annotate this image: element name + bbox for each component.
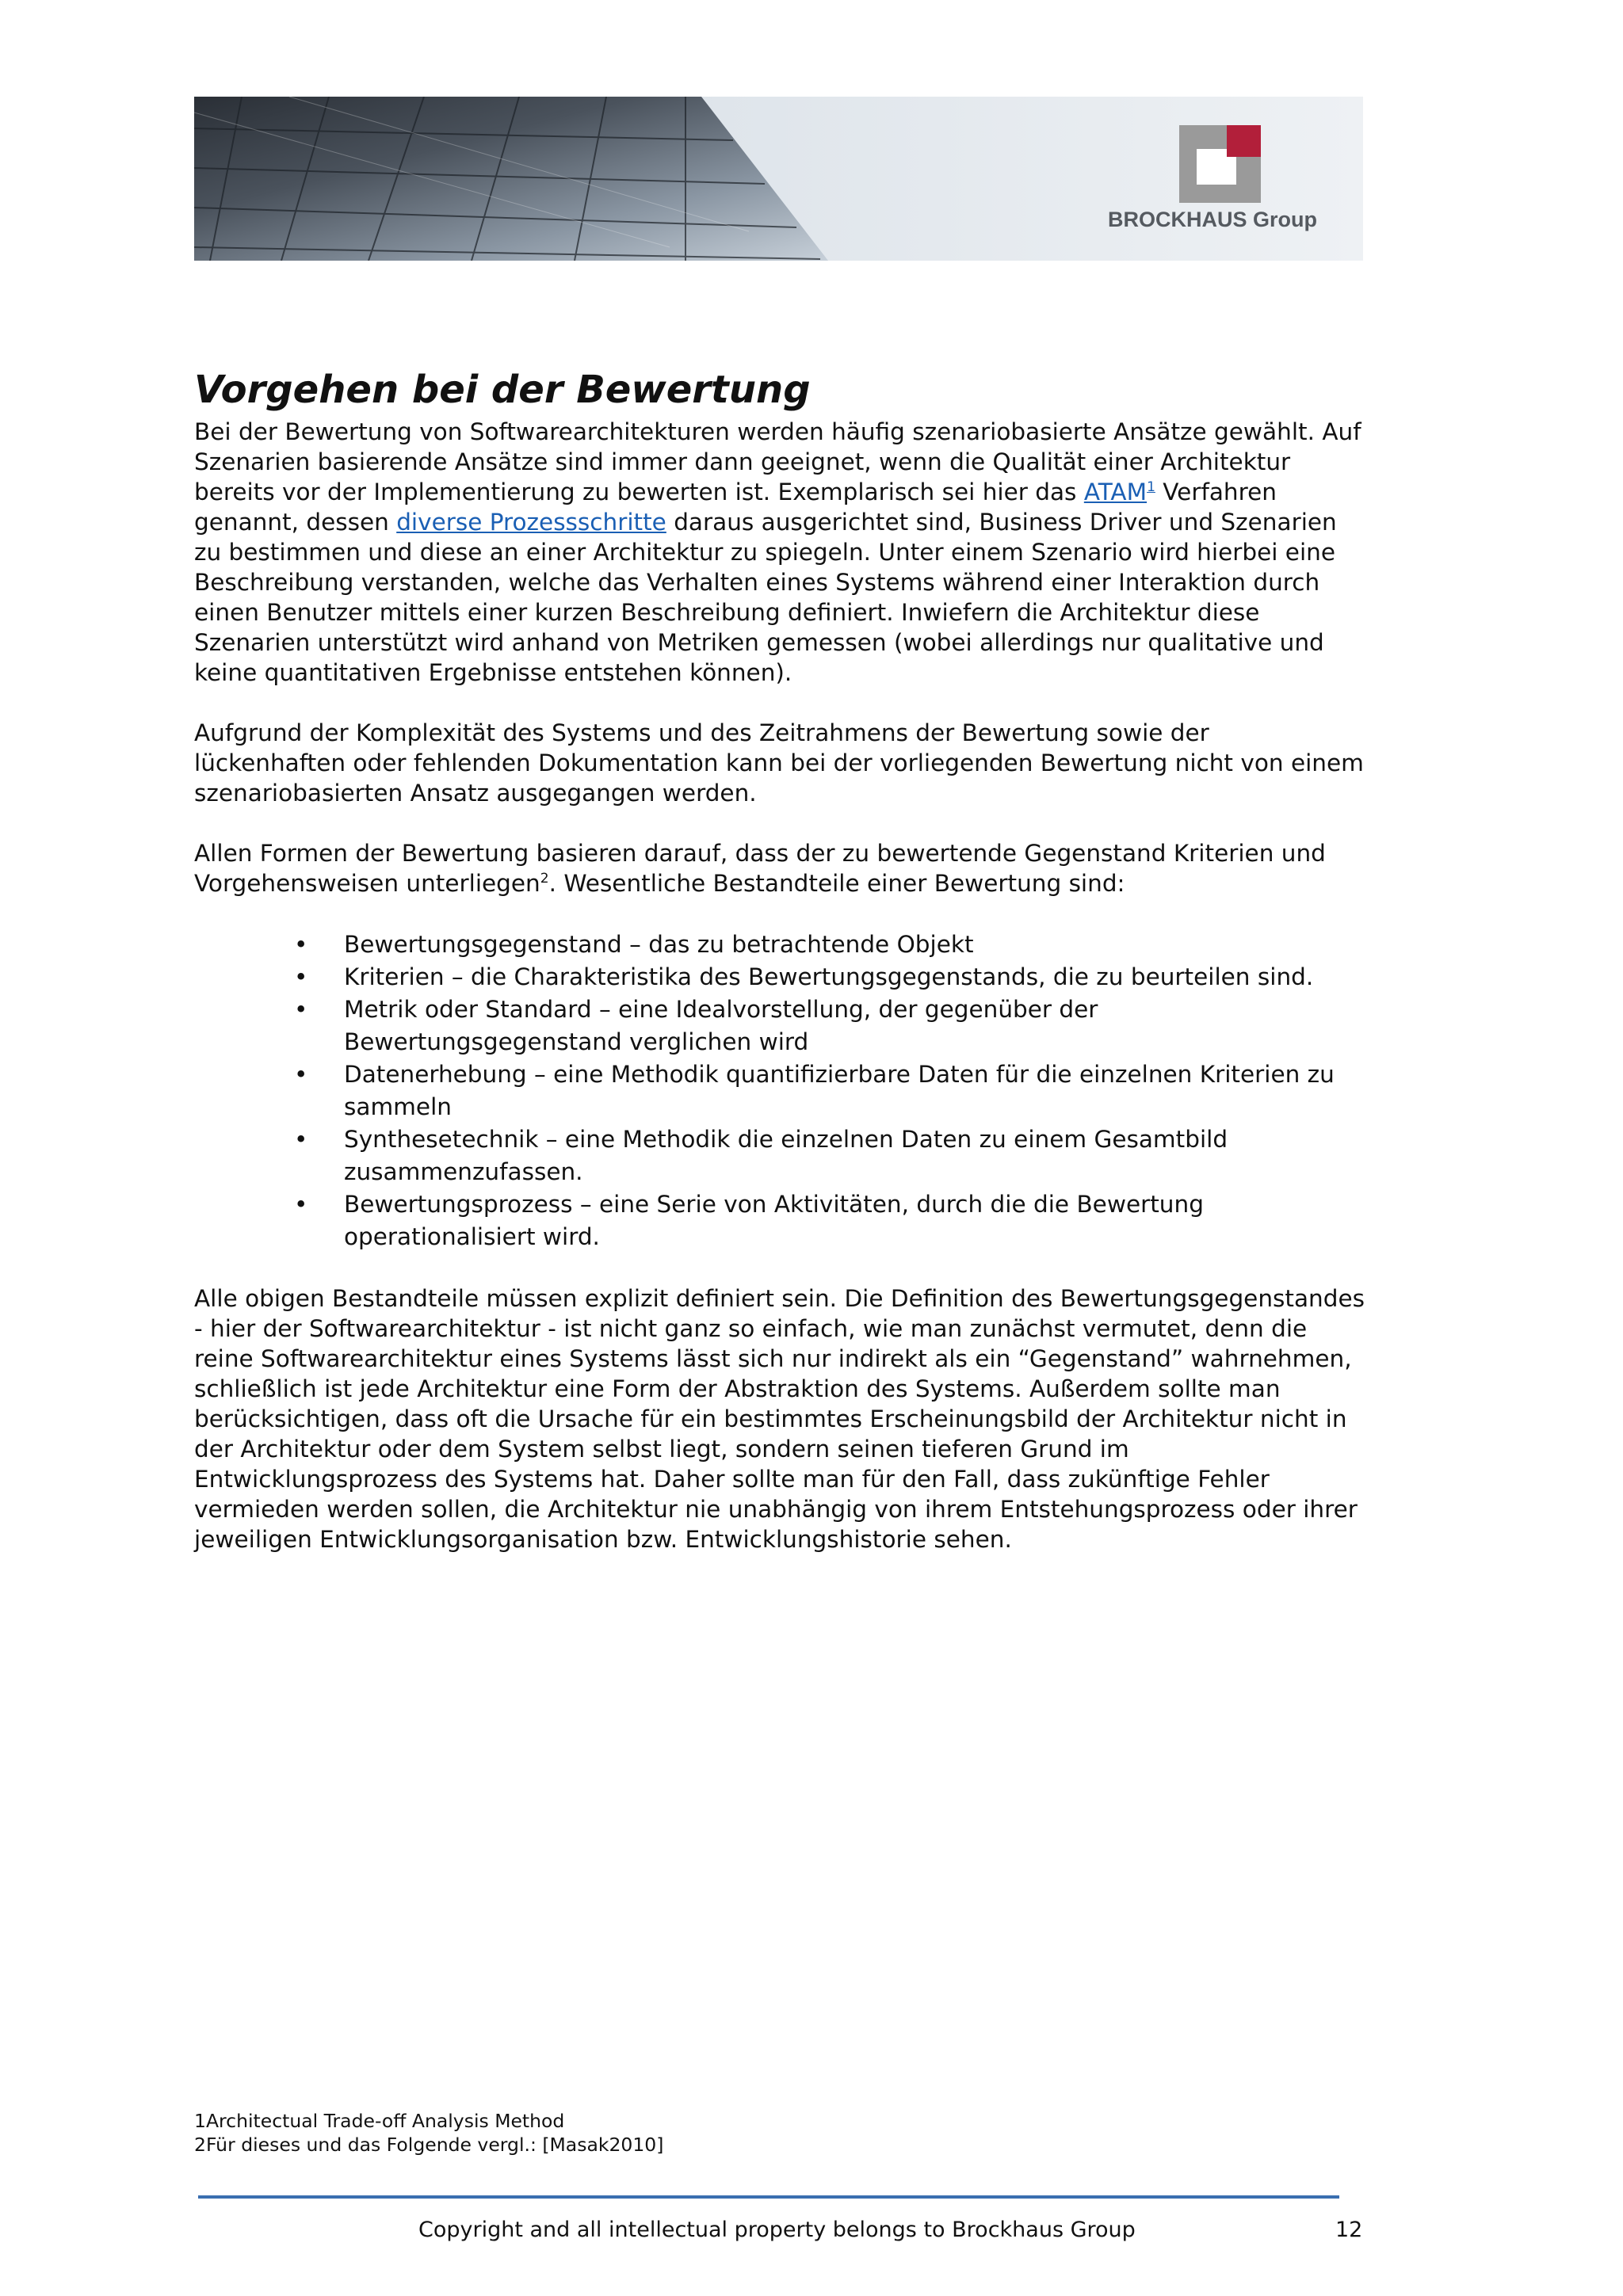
list-item bbox=[194, 1188, 1367, 1253]
list-item-text: Synthesetechnik – eine Methodik die einzelnen Daten zu einem Gesamtbild zusammenzufassen. bbox=[344, 1126, 1228, 1185]
paragraph-complexity: Aufgrund der Komplexität des Systems und des Zeitrahmens der Bewertung sowie der lückenhaften oder fehlenden Dokumentation kann bei der vorliegenden Bewertung nicht von einem szenariobasierten Ansatz ausgegangen werden. bbox=[194, 719, 1364, 807]
bullet-icon: • bbox=[294, 1191, 308, 1218]
bullet-icon: • bbox=[294, 963, 308, 990]
footnote-1: 1Architectual Trade-off Analysis Method bbox=[194, 2110, 565, 2132]
footnote-ref-1[interactable]: 1 bbox=[1147, 479, 1155, 496]
brand-name: BROCKHAUS Group bbox=[1108, 208, 1317, 231]
para1-text-middle: Verfahren genannt, dessen bbox=[194, 479, 1277, 536]
brockhaus-logo-icon bbox=[1179, 125, 1261, 203]
list-item-text: Bewertungsprozess – eine Serie von Aktivitäten, durch die die Bewertung operationalisiert wird. bbox=[344, 1191, 1204, 1250]
para1-text-start: Bei der Bewertung von Softwarearchitekturen werden häufig szenariobasierte Ansätze gewählt. Auf Szenarien basierende Ansätze sind immer dann geeignet, wenn die Qualität einer Architektur bereits vor der Implementierung zu bewerten ist. Exemplarisch sei hier das bbox=[194, 418, 1361, 505]
para3-text-end: . Wesentliche Bestandteile einer Bewertung sind: bbox=[548, 870, 1125, 897]
section-title: Vorgehen bei der Bewertung bbox=[194, 368, 811, 412]
list-item bbox=[194, 1123, 1367, 1188]
footnotes bbox=[194, 2109, 663, 2157]
page-number: 12 bbox=[1335, 2218, 1363, 2242]
list-item bbox=[194, 929, 1367, 961]
paragraph-scenario-approaches bbox=[194, 417, 1367, 688]
bullet-icon: • bbox=[294, 1061, 308, 1088]
bullet-icon: • bbox=[294, 931, 308, 958]
main-content bbox=[194, 366, 1367, 1554]
bullet-icon: • bbox=[294, 1126, 308, 1153]
list-item-text: Datenerhebung – eine Methodik quantifizierbare Daten für die einzelnen Kriterien zu sammeln bbox=[344, 1061, 1335, 1120]
process-steps-link[interactable]: diverse Prozessschritte bbox=[396, 509, 666, 536]
footer-divider bbox=[198, 2195, 1339, 2199]
paragraph-definition: Alle obigen Bestandteile müssen explizit definiert sein. Die Definition des Bewertungsgegenstandes - hier der Softwarearchitektur - ist nicht ganz so einfach, wie man zunächst vermutet, denn die reine Softwarearchitektur eines Systems lässt sich nur indirekt als ein “Gegenstand” wahrnehmen, schließlich ist jede Architektur eine Form der Abstraktion des Systems. Außerdem sollte man berücksichtigen, dass oft die Ursache für ein bestimmtes Erscheinungsbild der Architektur nicht in der Architektur oder dem System selbst liegt, sondern seinen tieferen Grund im Entwicklungsprozess des Systems hat. Daher sollte man für den Fall, dass zukünftige Fehler vermieden werden sollen, die Architektur nie unabhängig von ihrem Entstehungsprozess oder ihrer jeweiligen Entwicklungsorganisation bzw. Entwicklungshistorie sehen. bbox=[194, 1285, 1365, 1553]
paragraph-evaluation-components bbox=[194, 838, 1367, 898]
list-item-text: Bewertungsgegenstand – das zu betrachtende Objekt bbox=[344, 931, 974, 958]
list-item bbox=[194, 961, 1367, 994]
para3-text: Allen Formen der Bewertung basieren darauf, dass der zu bewertende Gegenstand Kriterien und Vorgehensweisen unterliegen bbox=[194, 840, 1326, 897]
list-item-text: Kriterien – die Charakteristika des Bewertungsgegenstands, die zu beurteilen sind. bbox=[344, 963, 1314, 990]
atam-link[interactable]: ATAM bbox=[1083, 479, 1148, 505]
list-item bbox=[194, 1058, 1367, 1123]
para1-text-end: daraus ausgerichtet sind, Business Driver und Szenarien zu bestimmen und diese an einer Architektur zu spiegeln. Unter einem Szenario wird hierbei eine Beschreibung verstanden, welche das Verhalten eines Systems während einer Interaktion durch einen Benutzer mittels einer kurzen Beschreibung definiert. Inwiefern die Architektur diese Szenarien unterstützt wird anhand von Metriken gemessen (wobei allerdings nur qualitative und keine quantitativen Ergebnisse entstehen können). bbox=[194, 509, 1337, 686]
footnote-ref-2: 2 bbox=[540, 871, 549, 887]
footnote-2: 2Für dieses und das Folgende vergl.: [Masak2010] bbox=[194, 2134, 664, 2156]
bullet-icon: • bbox=[294, 996, 308, 1023]
component-list bbox=[194, 929, 1367, 1253]
list-item bbox=[194, 994, 1367, 1058]
copyright-notice: Copyright and all intellectual property belongs to Brockhaus Group bbox=[418, 2218, 1136, 2242]
list-item-text: Metrik oder Standard – eine Idealvorstellung, der gegenüber der Bewertungsgegenstand verglichen wird bbox=[344, 996, 1098, 1055]
